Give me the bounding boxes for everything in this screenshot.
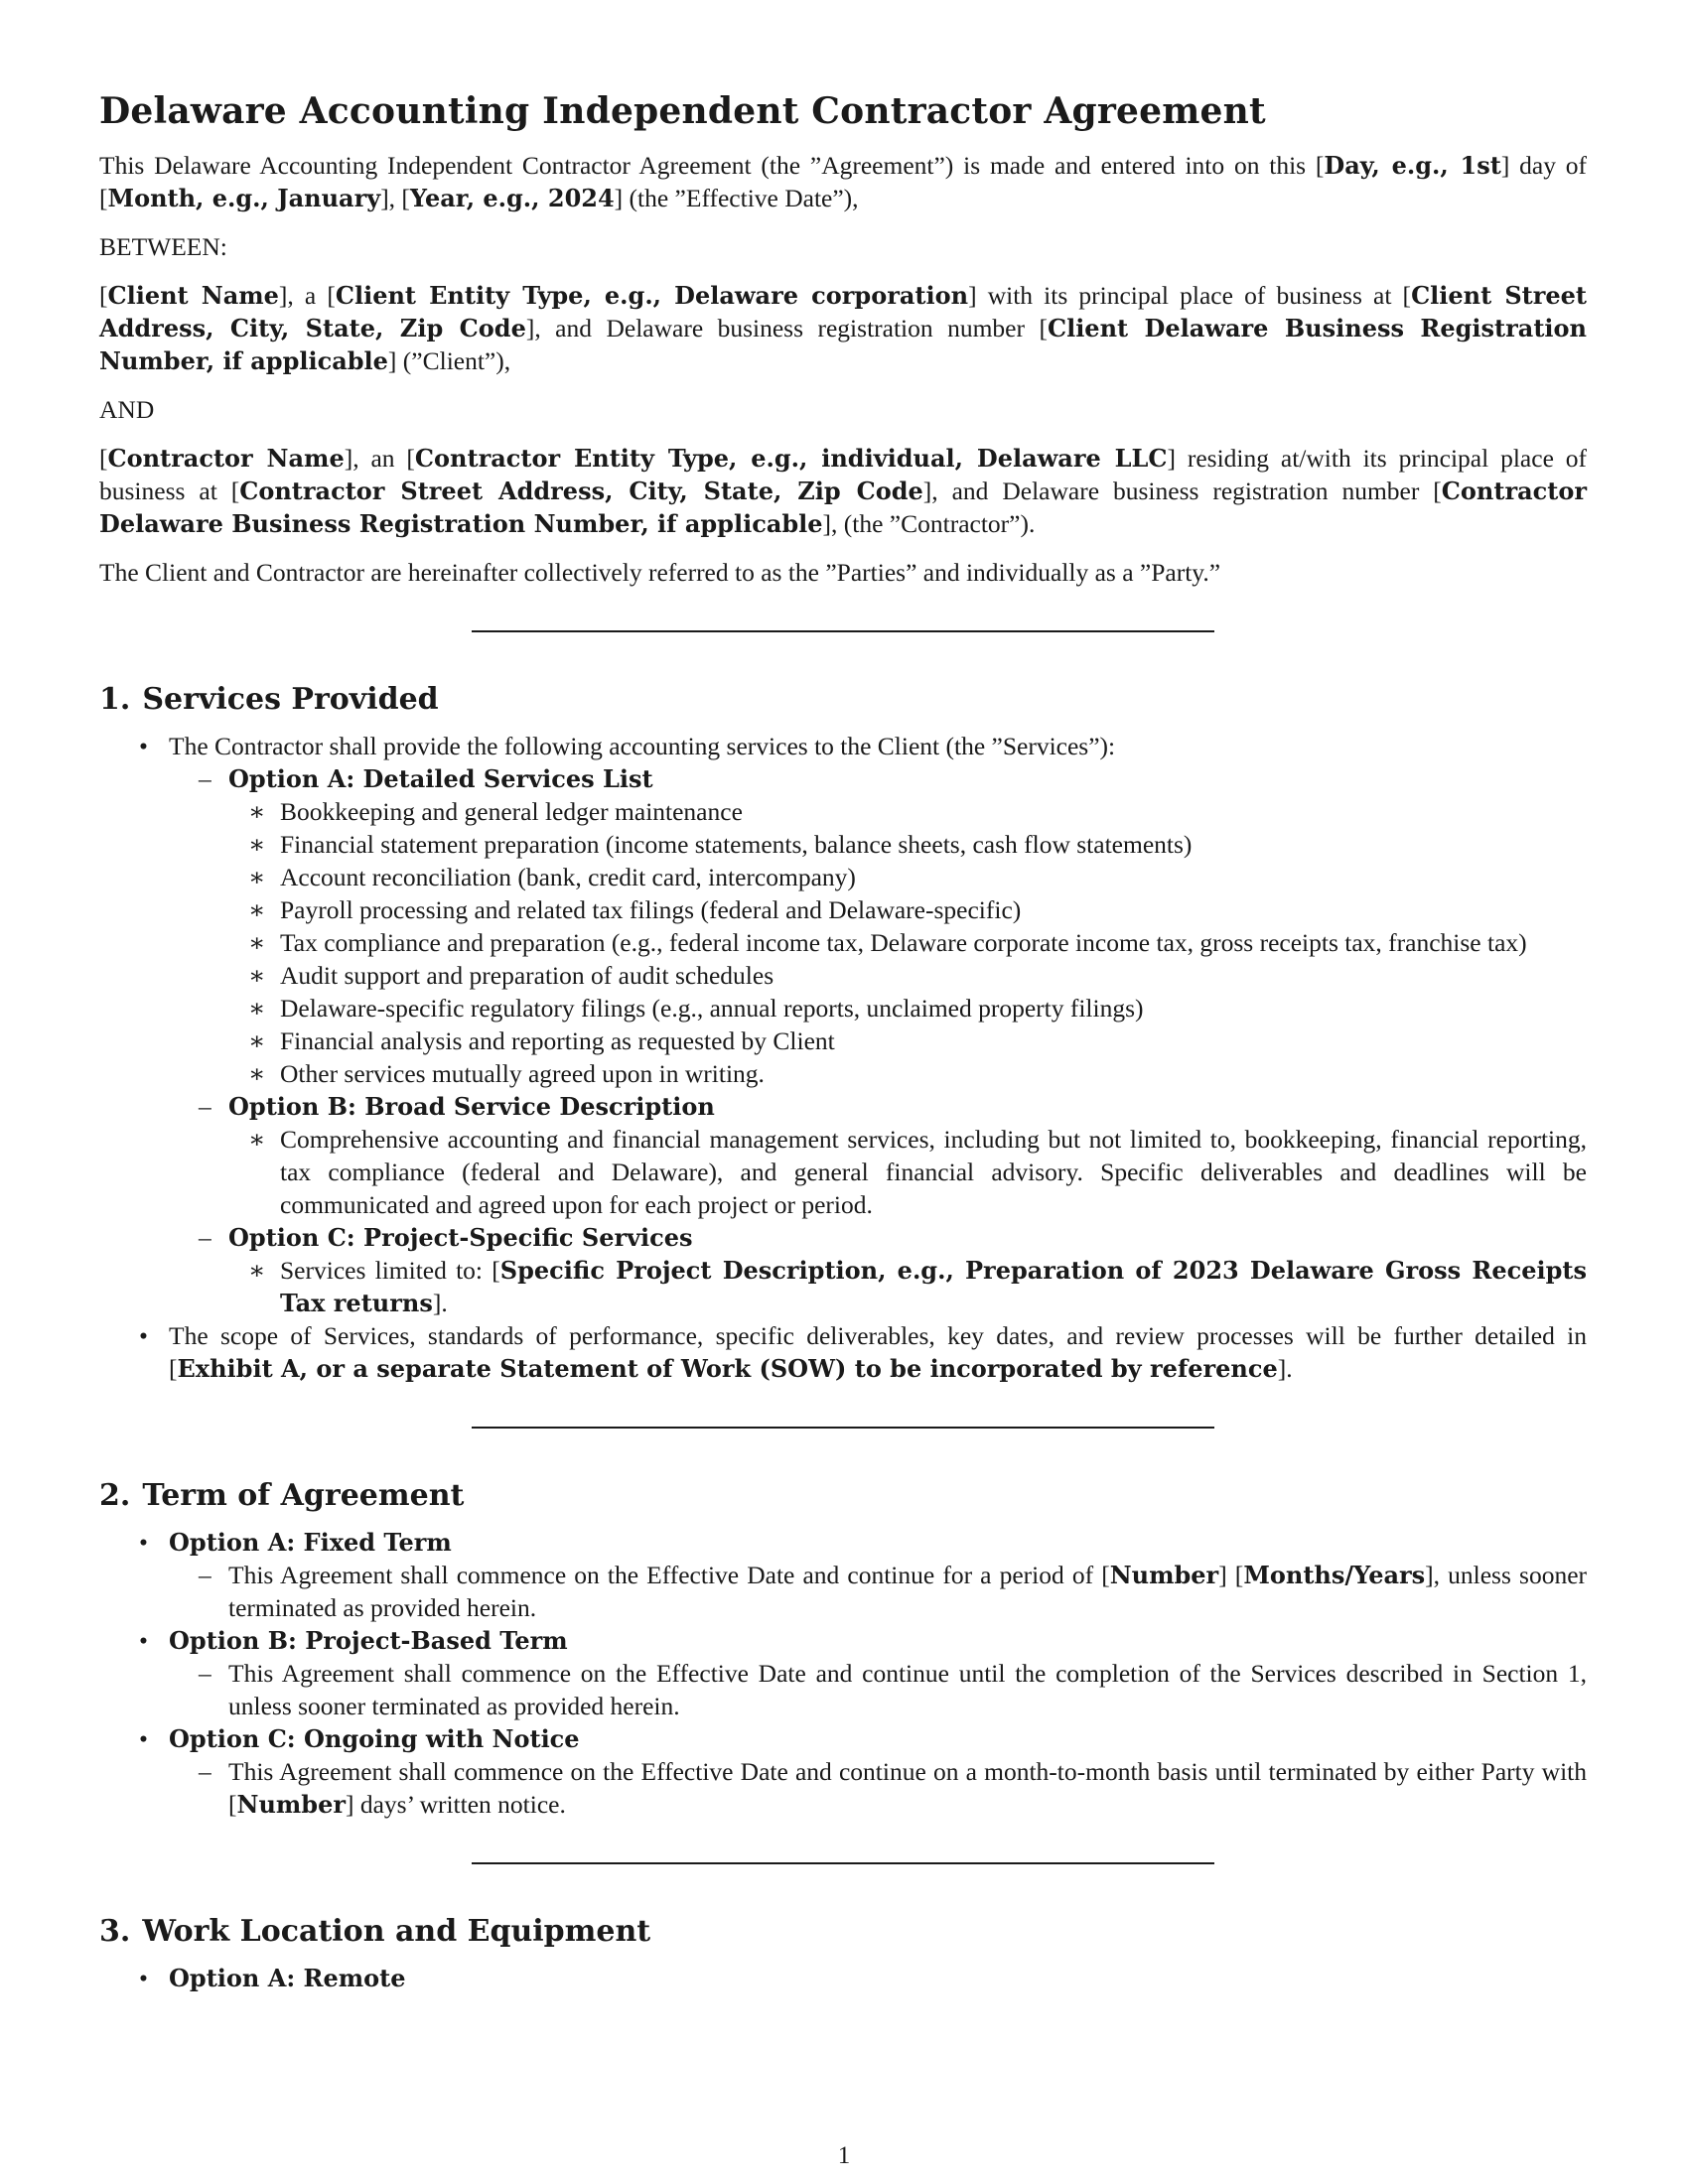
list-item <box>99 1221 1587 1319</box>
list-item <box>99 893 1587 926</box>
client-text: ] with its principal place of business at [ <box>968 281 1412 310</box>
list-item <box>99 762 1587 1090</box>
list-item-text: Financial statement preparation (income statements, balance sheets, cash flow statements) <box>280 830 1193 859</box>
option-a-heading: Option A: Detailed Services List <box>228 764 653 793</box>
section-divider <box>472 1427 1214 1429</box>
list-item-text: This Agreement shall commence on the Effective Date and continue for a period of [ <box>228 1561 1110 1589</box>
parties-paragraph: The Client and Contractor are hereinafter collectively referred to as the ”Parties” and individually as a ”Party.” <box>99 558 1221 587</box>
section-heading-services <box>99 680 1587 720</box>
list-item <box>99 1254 1587 1319</box>
contractor-text: ], an [ <box>344 444 415 473</box>
list-item <box>99 959 1587 992</box>
list-item-text: Audit support and preparation of audit schedules <box>280 961 774 990</box>
dash-icon: – <box>199 1223 211 1252</box>
list-item <box>99 926 1587 959</box>
option-c-details <box>169 1755 1587 1821</box>
asterisk-icon: ∗ <box>248 994 266 1023</box>
client-text: ] (”Client”), <box>387 346 511 375</box>
month-placeholder: Month, e.g., January <box>107 184 381 212</box>
list-item-text: Delaware-specific regulatory filings (e.g., annual reports, unclaimed property filings) <box>280 994 1144 1023</box>
list-item <box>99 1024 1587 1057</box>
list-item <box>99 1722 1587 1821</box>
contractor-name-placeholder: Contractor Name <box>107 444 345 473</box>
client-registration-placeholder: Client Delaware Business Registration Number, if applicable <box>99 314 1588 375</box>
option-b-heading: Option B: Project-Based Term <box>169 1626 568 1655</box>
work-location-options-list <box>99 1962 1587 1994</box>
contractor-text: [ <box>99 444 108 473</box>
list-item-text: Account reconciliation (bank, credit card, intercompany) <box>280 863 856 891</box>
bullet-icon: • <box>139 732 148 760</box>
page-number: 1 <box>837 2142 851 2169</box>
list-item <box>99 861 1587 893</box>
services-list <box>99 730 1587 1385</box>
day-placeholder: Day, e.g., 1st <box>1324 151 1501 180</box>
list-item <box>99 992 1587 1024</box>
list-item <box>99 1090 1587 1221</box>
list-item-text: The Contractor shall provide the following accounting services to the Client (the ”Services”): <box>169 732 1116 760</box>
between-label: BETWEEN: <box>99 232 227 261</box>
list-item-text: This Agreement shall commence on the Effective Date and continue on a month-to-month basis until terminated by either Party with [ <box>228 1757 1587 1819</box>
asterisk-icon: ∗ <box>248 1256 266 1285</box>
number-placeholder: Number <box>236 1790 346 1819</box>
list-item <box>99 1319 1587 1385</box>
list-item-text: Bookkeeping and general ledger maintenance <box>280 797 743 826</box>
bullet-icon: • <box>139 1724 148 1753</box>
section-number: 3. <box>99 1914 131 1949</box>
option-c-heading: Option C: Ongoing with Notice <box>169 1724 580 1753</box>
client-entity-placeholder: Client Entity Type, e.g., Delaware corporation <box>335 281 969 310</box>
contractor-text: ] residing at/with its principal place of business at [ <box>99 444 1588 505</box>
section-title: Work Location and Equipment <box>142 1914 651 1949</box>
contractor-text: ], (the ”Contractor”). <box>822 509 1036 538</box>
list-item <box>99 1624 1587 1722</box>
list-item-text: Payroll processing and related tax filings (federal and Delaware-specific) <box>280 895 1022 924</box>
section-title: Term of Agreement <box>142 1478 465 1513</box>
services-options-list <box>169 762 1587 1319</box>
intro-text: ] day of [ <box>99 151 1587 212</box>
option-a-details <box>169 1559 1587 1624</box>
list-item <box>99 1962 1587 1994</box>
and-label: AND <box>99 395 155 424</box>
intro-text: This Delaware Accounting Independent Contractor Agreement (the ”Agreement”) is made and entered into on this [ <box>99 151 1325 180</box>
list-item-text: Other services mutually agreed upon in writing. <box>280 1059 765 1088</box>
intro-text: ] (the ”Effective Date”), <box>614 184 859 212</box>
contractor-entity-placeholder: Contractor Entity Type, e.g., individual, Delaware LLC <box>414 444 1168 473</box>
contractor-paragraph <box>99 442 1587 540</box>
section-divider <box>472 630 1214 632</box>
client-address-placeholder: Client Street Address, City, State, Zip Code <box>99 281 1588 342</box>
option-b-services-list <box>228 1123 1587 1221</box>
list-item <box>99 1657 1587 1722</box>
list-item-text: Services limited to: [ <box>280 1256 500 1285</box>
section-title: Services Provided <box>142 682 439 717</box>
section-heading-term <box>99 1476 1587 1516</box>
option-c-services-list <box>228 1254 1587 1319</box>
dash-icon: – <box>199 1561 211 1589</box>
list-item-text: ]. <box>1277 1354 1293 1383</box>
list-item-text: The scope of Services, standards of performance, specific deliverables, key dates, and review processes will be further detailed in [ <box>169 1321 1587 1383</box>
dash-icon: – <box>199 764 211 793</box>
bullet-icon: • <box>139 1626 148 1655</box>
bullet-icon: • <box>139 1964 148 1992</box>
bullet-icon: • <box>139 1528 148 1557</box>
list-item <box>99 730 1587 1319</box>
list-item <box>99 1526 1587 1624</box>
exhibit-placeholder: Exhibit A, or a separate Statement of Work (SOW) to be incorporated by reference <box>177 1354 1278 1383</box>
number-placeholder: Number <box>1109 1561 1219 1589</box>
asterisk-icon: ∗ <box>248 928 266 957</box>
asterisk-icon: ∗ <box>248 863 266 891</box>
section-divider <box>472 1862 1214 1864</box>
asterisk-icon: ∗ <box>248 830 266 859</box>
client-paragraph <box>99 279 1587 377</box>
client-name-placeholder: Client Name <box>107 281 279 310</box>
term-options-list <box>99 1526 1587 1821</box>
asterisk-icon: ∗ <box>248 1059 266 1088</box>
option-c-heading: Option C: Project-Specific Services <box>228 1223 693 1252</box>
dash-icon: – <box>199 1757 211 1786</box>
list-item <box>99 1559 1587 1624</box>
option-b-details <box>169 1657 1587 1722</box>
option-a-heading: Option A: Remote <box>169 1964 406 1992</box>
document-title: Delaware Accounting Independent Contractor Agreement <box>99 90 1266 132</box>
contractor-text: ], and Delaware business registration number [ <box>922 477 1442 505</box>
list-item-text: Financial analysis and reporting as requested by Client <box>280 1026 835 1055</box>
section-heading-work-location <box>99 1912 1587 1952</box>
contractor-address-placeholder: Contractor Street Address, City, State, Zip Code <box>239 477 923 505</box>
list-item-text: ] days’ written notice. <box>345 1790 566 1819</box>
client-text: ], and Delaware business registration number [ <box>525 314 1048 342</box>
document-page <box>99 87 1587 1994</box>
contractor-registration-placeholder: Contractor Delaware Business Registration Number, if applicable <box>99 477 1587 538</box>
option-a-heading: Option A: Fixed Term <box>169 1528 452 1557</box>
client-text: ], a [ <box>278 281 336 310</box>
list-item <box>99 1057 1587 1090</box>
dash-icon: – <box>199 1092 211 1121</box>
list-item-text: ]. <box>432 1289 448 1317</box>
list-item <box>99 828 1587 861</box>
asterisk-icon: ∗ <box>248 961 266 990</box>
option-b-heading: Option B: Broad Service Description <box>228 1092 715 1121</box>
list-item-text: ], unless sooner terminated as provided herein. <box>228 1561 1587 1622</box>
option-a-services-list <box>228 795 1587 1090</box>
section-number: 2. <box>99 1478 131 1513</box>
list-item-text: This Agreement shall commence on the Effective Date and continue until the completion of the Services described in Section 1, unless sooner terminated as provided herein. <box>228 1659 1587 1720</box>
asterisk-icon: ∗ <box>248 1026 266 1055</box>
intro-paragraph <box>99 149 1587 214</box>
year-placeholder: Year, e.g., 2024 <box>409 184 615 212</box>
asterisk-icon: ∗ <box>248 1125 266 1154</box>
list-item <box>99 795 1587 828</box>
client-text: [ <box>99 281 108 310</box>
dash-icon: – <box>199 1659 211 1688</box>
bullet-icon: • <box>139 1321 148 1350</box>
project-description-placeholder: Specific Project Description, e.g., Preparation of 2023 Delaware Gross Receipts Tax returns <box>280 1256 1587 1317</box>
list-item-text: ] [ <box>1218 1561 1244 1589</box>
list-item-text: Tax compliance and preparation (e.g., federal income tax, Delaware corporate income tax, gross receipts tax, franchise tax) <box>280 928 1527 957</box>
list-item <box>99 1123 1587 1221</box>
asterisk-icon: ∗ <box>248 797 266 826</box>
section-number: 1. <box>99 682 131 717</box>
intro-text: ], [ <box>380 184 410 212</box>
list-item <box>99 1755 1587 1821</box>
period-unit-placeholder: Months/Years <box>1243 1561 1426 1589</box>
list-item-text: Comprehensive accounting and financial management services, including but not limited to, bookkeeping, financial reporting, tax compliance (federal and Delaware), and general financial advisory. Specific deliverables and deadlines will be communicated and agreed upon for each project or period. <box>280 1125 1587 1219</box>
asterisk-icon: ∗ <box>248 895 266 924</box>
